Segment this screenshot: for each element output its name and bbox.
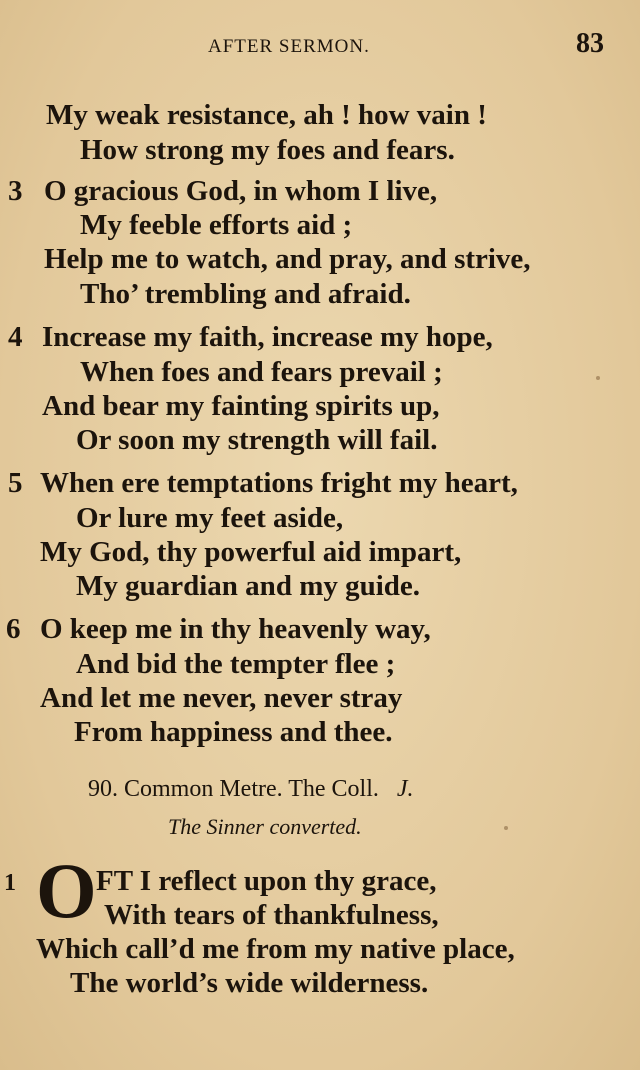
verse-line: The world’s wide wilderness. bbox=[70, 967, 429, 999]
paper-speck bbox=[504, 826, 508, 830]
verse-line: FT I reflect upon thy grace, bbox=[96, 865, 437, 897]
page-number: 83 bbox=[576, 28, 604, 59]
verse-line: And bid the tempter flee ; bbox=[76, 648, 396, 680]
verse-number: 6 bbox=[6, 613, 21, 645]
verse-number: 4 bbox=[8, 321, 23, 353]
verse-line: Or soon my strength will fail. bbox=[76, 424, 438, 456]
verse-line: O gracious God, in whom I live, bbox=[44, 175, 438, 207]
verse-line: Help me to watch, and pray, and strive, bbox=[44, 243, 531, 275]
running-head: AFTER SERMON. bbox=[208, 36, 370, 57]
paper-speck bbox=[596, 376, 600, 380]
verse-line: How strong my foes and fears. bbox=[80, 134, 455, 166]
verse-line: And let me never, never stray bbox=[40, 682, 403, 714]
verse-line: Or lure my feet aside, bbox=[76, 502, 344, 534]
drop-cap: O bbox=[36, 847, 97, 934]
hymn-author: J. bbox=[396, 776, 414, 802]
verse-line: My guardian and my guide. bbox=[76, 570, 421, 602]
verse-number: 5 bbox=[8, 467, 23, 499]
hymn-heading-text: 90. Common Metre. The Coll. bbox=[88, 776, 379, 802]
hymn-subtitle: The Sinner converted. bbox=[168, 814, 362, 839]
verse-line: O keep me in thy heavenly way, bbox=[40, 613, 431, 645]
verse-line: When foes and fears prevail ; bbox=[80, 356, 443, 388]
verse-number: 3 bbox=[8, 175, 23, 207]
hymn-heading bbox=[88, 776, 414, 803]
verse-line: My God, thy powerful aid impart, bbox=[40, 536, 462, 568]
verse-line: Which call’d me from my native place, bbox=[36, 933, 515, 965]
verse-line: Increase my faith, increase my hope, bbox=[42, 321, 493, 353]
verse-line: From happiness and thee. bbox=[74, 716, 393, 748]
verse-number: 1 bbox=[4, 870, 16, 896]
verse-line: And bear my fainting spirits up, bbox=[42, 390, 440, 422]
verse-line: My weak resistance, ah ! how vain ! bbox=[46, 99, 487, 131]
verse-line: My feeble efforts aid ; bbox=[80, 209, 353, 241]
verse-line: With tears of thankfulness, bbox=[104, 899, 439, 931]
verse-line: Tho’ trembling and afraid. bbox=[80, 278, 411, 310]
verse-line: When ere temptations fright my heart, bbox=[40, 467, 518, 499]
